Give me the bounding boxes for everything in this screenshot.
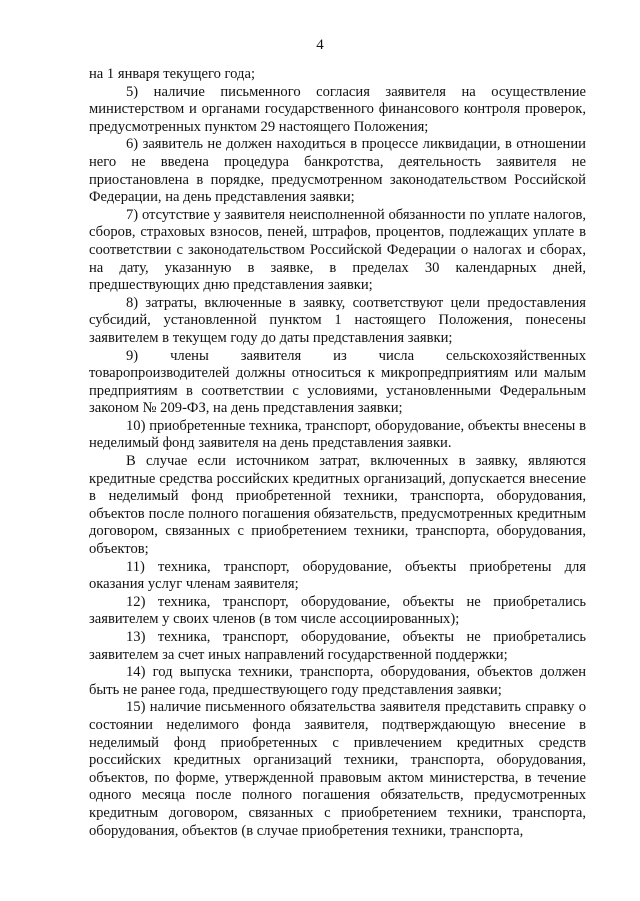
document-body <box>89 66 586 840</box>
paragraph-item-11: 11) техника, транспорт, оборудование, объекты приобретены для оказания услуг членам заявителя; <box>89 558 586 593</box>
paragraph-item-10: 10) приобретенные техника, транспорт, оборудование, объекты внесены в неделимый фонд заявителя на день представления заявки. <box>89 417 586 452</box>
paragraph-item-12: 12) техника, транспорт, оборудование, объекты не приобретались заявителем у своих членов (в том числе ассоциированных); <box>89 593 586 628</box>
paragraph-item-7: 7) отсутствие у заявителя неисполненной обязанности по уплате налогов, сборов, страховых взносов, пеней, штрафов, процентов, подлежащих уплате в соответствии с законодательством Российской Федерации о налогах и сборах, на дату, указанную в заявке, в пределах 30 календарных дней, предшествующих дню представления заявки; <box>89 206 586 294</box>
paragraph-credit-note: В случае если источником затрат, включенных в заявку, являются кредитные средства российских кредитных организаций, допускается внесение в неделимый фонд приобретенной техники, транспорта, оборудования, объектов после полного погашения обязательств, предусмотренных кредитным договором, связанных с приобретением техники, транспорта, оборудования, объектов; <box>89 453 586 558</box>
page-number: 4 <box>316 37 324 53</box>
paragraph-continuation: на 1 января текущего года; <box>89 66 256 82</box>
paragraph-item-15: 15) наличие письменного обязательства заявителя представить справку о состоянии неделимого фонда заявителя, подтверждающую внесение в неделимый фонд приобретенных с привлечением кредитных средств российских кредитных организаций техники, транспорта, оборудования, объектов, по форме, утвержденной правовым актом министерства, в течение одного месяца после полного погашения обязательств, предусмотренных кредитным договором, связанных с приобретением техники, транспорта, оборудования, объектов (в случае приобретения техники, транспорта, <box>89 699 586 839</box>
paragraph-item-5: 5) наличие письменного согласия заявителя на осуществление министерством и органами государственного финансового контроля проверок, предусмотренных пунктом 29 настоящего Положения; <box>89 83 586 135</box>
paragraph-item-9: 9) члены заявителя из числа сельскохозяйственных товаропроизводителей должны относиться к микропредприятиям или малым предприятиям в соответствии с условиями, установленными Федеральным законом № 209-ФЗ, на день представления заявки; <box>89 347 586 417</box>
paragraph-item-14: 14) год выпуска техники, транспорта, оборудования, объектов должен быть не ранее года, предшествующего году представления заявки; <box>89 664 586 698</box>
paragraph-item-6: 6) заявитель не должен находиться в процессе ликвидации, в отношении него не введена процедура банкротства, деятельность заявителя не приостановлена в порядке, предусмотренном законодательством Российской Федерации, на день представления заявки; <box>89 136 586 206</box>
paragraph-item-8: 8) затраты, включенные в заявку, соответствуют цели предоставления субсидий, установленной пунктом 1 настоящего Положения, понесены заявителем в текущем году до даты представления заявки; <box>89 294 586 346</box>
paragraph-item-13: 13) техника, транспорт, оборудование, объекты не приобретались заявителем за счет иных направлений государственной поддержки; <box>89 629 586 663</box>
